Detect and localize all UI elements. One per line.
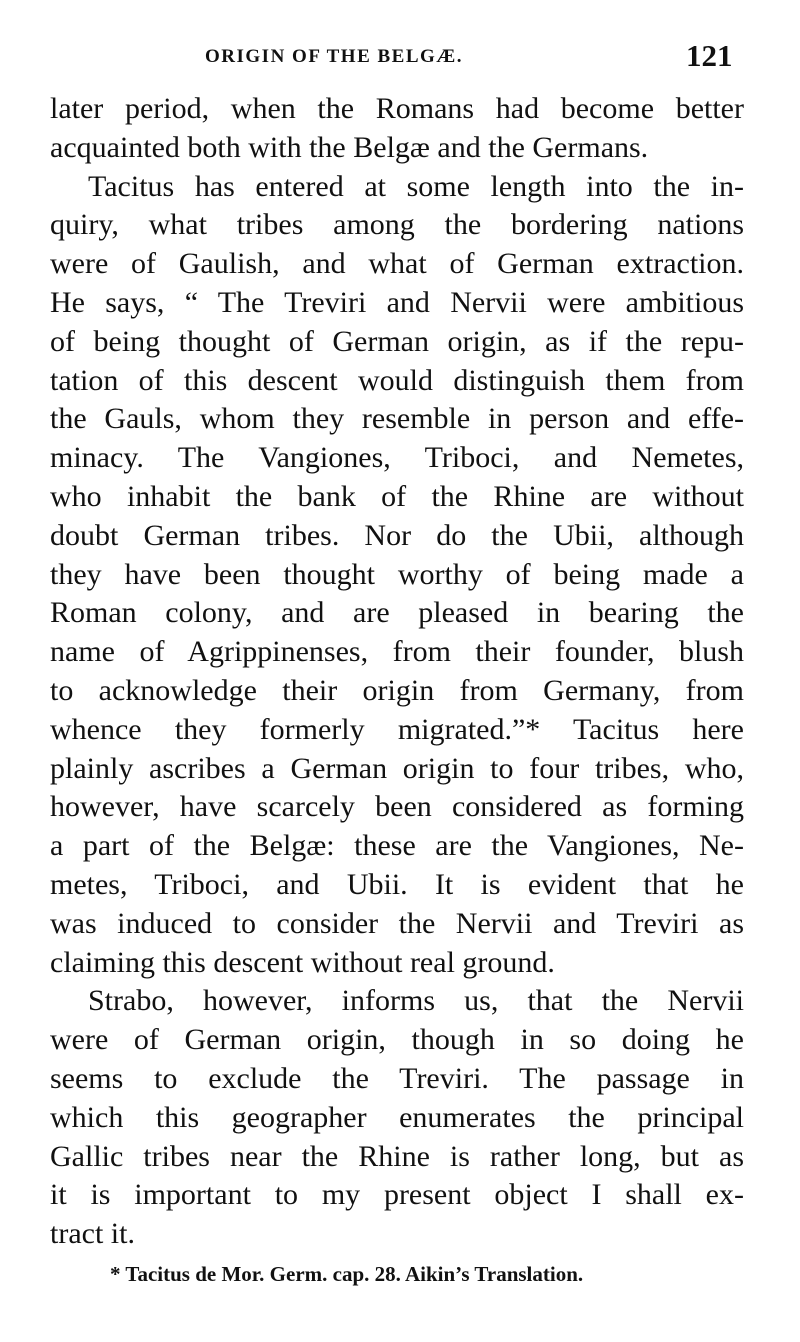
text-line: name of Agrippinenses, from their founder, blush	[50, 635, 744, 669]
text-line: Roman colony, and are pleased in bearing the	[50, 596, 744, 630]
page-header	[0, 38, 800, 78]
page-number: 121	[686, 38, 733, 73]
text-line: later period, when the Romans had become better	[50, 92, 744, 125]
text-line: doubt German tribes. Nor do the Ubii, although	[50, 518, 744, 552]
text-line: tract it.	[50, 1217, 135, 1251]
body-text	[50, 90, 744, 1254]
text-line: of being thought of German origin, as if the repu-	[50, 324, 744, 358]
text-line: claiming this descent without real ground.	[50, 945, 555, 979]
text-line: however, have scarcely been considered as forming	[50, 790, 744, 824]
text-line: it is important to my present object I shall ex-	[50, 1178, 744, 1212]
text-line: seems to exclude the Treviri. The passage in	[50, 1061, 744, 1095]
text-line: was induced to consider the Nervii and Treviri as	[50, 906, 744, 940]
text-line: He says, “ The Treviri and Nervii were ambitious	[50, 285, 744, 319]
text-line: minacy. The Vangiones, Triboci, and Nemetes,	[50, 441, 744, 475]
running-title: ORIGIN OF THE BELGÆ.	[205, 46, 464, 67]
text-line: tation of this descent would distinguish them from	[50, 363, 744, 397]
text-line: metes, Triboci, and Ubii. It is evident that he	[50, 867, 744, 901]
text-line: were of German origin, though in so doing he	[50, 1023, 744, 1057]
text-line: who inhabit the bank of the Rhine are without	[50, 479, 744, 513]
text-line: the Gauls, whom they resemble in person and effe-	[50, 402, 744, 436]
text-line: plainly ascribes a German origin to four tribes, who,	[50, 751, 744, 785]
footnote: * Tacitus de Mor. Germ. cap. 28. Aikin’s Translation.	[110, 1262, 584, 1286]
text-line: a part of the Belgæ: these are the Vangiones, Ne-	[50, 829, 744, 863]
text-line: Strabo, however, informs us, that the Nervii	[88, 984, 744, 1018]
text-line: Tacitus has entered at some length into the in-	[88, 169, 744, 203]
text-line: they have been thought worthy of being made a	[50, 557, 744, 591]
text-line: acquainted both with the Belgæ and the Germans.	[50, 130, 649, 164]
text-line: to acknowledge their origin from Germany, from	[50, 673, 744, 707]
text-line: which this geographer enumerates the principal	[50, 1100, 744, 1134]
text-line: Gallic tribes near the Rhine is rather long, but as	[50, 1139, 744, 1173]
text-line: quiry, what tribes among the bordering nations	[50, 208, 744, 242]
text-line: were of Gaulish, and what of German extraction.	[50, 247, 744, 281]
text-line: whence they formerly migrated.”* Tacitus here	[50, 712, 744, 746]
